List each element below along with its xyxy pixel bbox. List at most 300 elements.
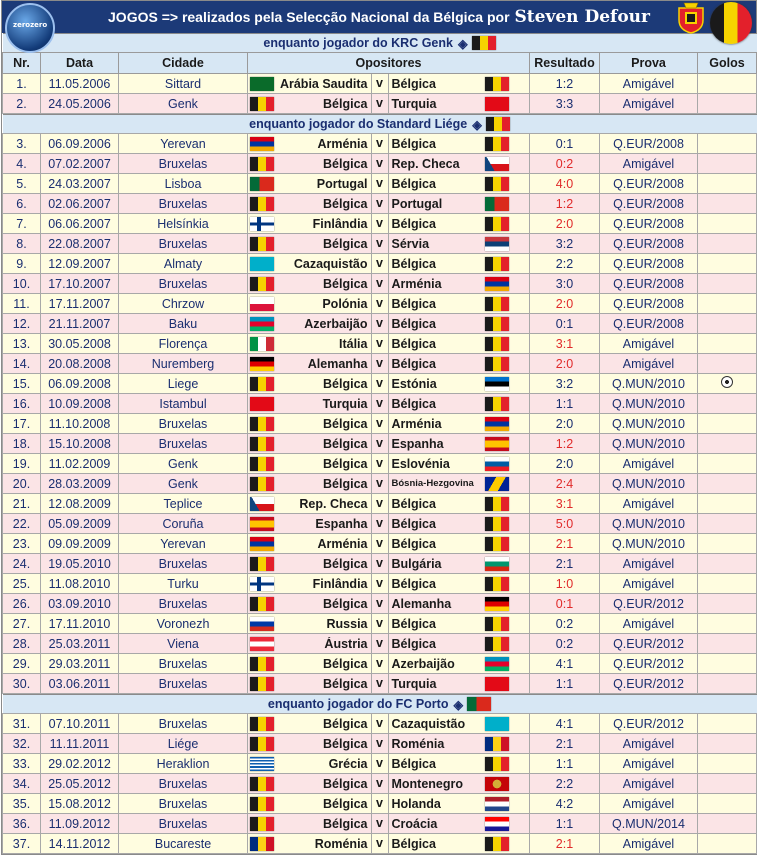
- cell-competition: Amigável: [600, 154, 698, 174]
- cell-nr: 18.: [3, 434, 41, 454]
- away-flag-icon: [485, 737, 509, 751]
- cell-competition: Amigável: [600, 554, 698, 574]
- cell-goals: [698, 194, 757, 214]
- cell-competition: Q.MUN/2010: [600, 414, 698, 434]
- cell-competition: Q.EUR/2008: [600, 314, 698, 334]
- table-row: [3, 514, 757, 534]
- home-team: Bélgica: [323, 416, 368, 431]
- cell-nr: 27.: [3, 614, 41, 634]
- home-team: Bélgica: [323, 596, 368, 611]
- column-header-row: [3, 53, 757, 74]
- table-row: [3, 614, 757, 634]
- table-row: [3, 374, 757, 394]
- home-flag-icon: [250, 537, 274, 551]
- cell-city: Bruxelas: [119, 554, 248, 574]
- versus-label: v: [371, 394, 389, 413]
- home-team: Bélgica: [323, 96, 368, 111]
- home-flag-icon: [250, 777, 274, 791]
- cell-nr: 10.: [3, 274, 41, 294]
- home-flag-icon: [250, 457, 274, 471]
- cell-goals: [698, 414, 757, 434]
- belgium-flag-icon: [710, 2, 752, 44]
- cell-date: 07.10.2011: [41, 714, 119, 734]
- home-flag-icon: [250, 317, 274, 331]
- away-flag-icon: [485, 417, 509, 431]
- home-team: Bélgica: [323, 676, 368, 691]
- cell-date: 29.02.2012: [41, 754, 119, 774]
- cell-result: 1:1: [530, 674, 600, 694]
- cell-date: 20.08.2008: [41, 354, 119, 374]
- cell-city: Liege: [119, 374, 248, 394]
- section-header-2: enquanto jogador do FC Porto ◈: [3, 694, 757, 713]
- cell-date: 03.09.2010: [41, 594, 119, 614]
- cell-date: 12.09.2007: [41, 254, 119, 274]
- away-team: Bélgica: [391, 296, 436, 311]
- table-row: [3, 414, 757, 434]
- cell-opponents: [248, 174, 530, 194]
- away-flag-icon: [485, 337, 509, 351]
- versus-label: v: [371, 574, 389, 593]
- col-date: Data: [41, 53, 119, 74]
- table-row: [3, 454, 757, 474]
- football-icon: [721, 376, 733, 388]
- player-name: Steven Defour: [514, 7, 650, 27]
- cell-competition: Q.MUN/2010: [600, 514, 698, 534]
- cell-competition: Q.MUN/2014: [600, 814, 698, 834]
- home-team: Bélgica: [323, 556, 368, 571]
- versus-label: v: [371, 134, 389, 153]
- cell-city: Yerevan: [119, 134, 248, 154]
- table-row: [3, 774, 757, 794]
- cell-date: 11.11.2011: [41, 734, 119, 754]
- section-flag-icon: [486, 117, 510, 131]
- cell-city: Baku: [119, 314, 248, 334]
- home-flag-icon: [250, 617, 274, 631]
- cell-goals: [698, 734, 757, 754]
- cell-result: 3:1: [530, 334, 600, 354]
- home-team: Bélgica: [323, 276, 368, 291]
- cell-result: 2:1: [530, 734, 600, 754]
- cell-result: 2:4: [530, 474, 600, 494]
- cell-date: 03.06.2011: [41, 674, 119, 694]
- cell-opponents: [248, 394, 530, 414]
- table-row: [3, 394, 757, 414]
- cell-result: 1:1: [530, 814, 600, 834]
- away-team: Sérvia: [391, 236, 430, 251]
- cell-competition: Amigável: [600, 334, 698, 354]
- belgian-fa-crest-icon: [676, 2, 706, 34]
- away-team: Bélgica: [391, 336, 436, 351]
- versus-label: v: [371, 254, 389, 273]
- cell-result: 2:0: [530, 414, 600, 434]
- table-row: [3, 294, 757, 314]
- cell-goals: [698, 654, 757, 674]
- versus-label: v: [371, 834, 389, 853]
- cell-nr: 36.: [3, 814, 41, 834]
- table-row: [3, 94, 757, 114]
- home-flag-icon: [250, 837, 274, 851]
- cell-date: 25.05.2012: [41, 774, 119, 794]
- cell-date: 06.06.2007: [41, 214, 119, 234]
- cell-opponents: [248, 614, 530, 634]
- away-flag-icon: [485, 777, 509, 791]
- cell-date: 11.05.2006: [41, 74, 119, 94]
- home-flag-icon: [250, 357, 274, 371]
- cell-nr: 14.: [3, 354, 41, 374]
- home-flag-icon: [250, 237, 274, 251]
- cell-opponents: [248, 214, 530, 234]
- cell-goals: [698, 574, 757, 594]
- cell-goals: [698, 514, 757, 534]
- cell-result: 1:2: [530, 74, 600, 94]
- home-team: Bélgica: [323, 156, 368, 171]
- cell-competition: Q.EUR/2008: [600, 214, 698, 234]
- table-row: [3, 354, 757, 374]
- home-team: Rep. Checa: [299, 496, 368, 511]
- logo-text: zerozero: [13, 21, 48, 29]
- home-team: Bélgica: [323, 656, 368, 671]
- cell-goals: [698, 774, 757, 794]
- home-flag-icon: [250, 97, 274, 111]
- home-team: Arménia: [317, 136, 368, 151]
- cell-competition: Q.MUN/2010: [600, 434, 698, 454]
- versus-label: v: [371, 354, 389, 373]
- cell-goals: [698, 534, 757, 554]
- cell-date: 22.08.2007: [41, 234, 119, 254]
- cell-goals: [698, 494, 757, 514]
- away-flag-icon: [485, 677, 509, 691]
- cell-city: Bucareste: [119, 834, 248, 854]
- table-row: [3, 634, 757, 654]
- home-flag-icon: [250, 657, 274, 671]
- away-team: Bélgica: [391, 516, 436, 531]
- cell-goals: [698, 334, 757, 354]
- cell-result: 1:2: [530, 434, 600, 454]
- cell-nr: 9.: [3, 254, 41, 274]
- away-flag-icon: [485, 657, 509, 671]
- cell-goals: [698, 814, 757, 834]
- cell-date: 07.02.2007: [41, 154, 119, 174]
- globe-logo-icon: [5, 3, 55, 53]
- versus-label: v: [371, 554, 389, 573]
- away-flag-icon: [485, 397, 509, 411]
- cell-goals: [698, 294, 757, 314]
- versus-label: v: [371, 414, 389, 433]
- home-team: Polónia: [322, 296, 368, 311]
- cell-city: Voronezh: [119, 614, 248, 634]
- cell-result: 0:2: [530, 634, 600, 654]
- cell-nr: 30.: [3, 674, 41, 694]
- home-team: Grécia: [328, 756, 368, 771]
- table-row: [3, 674, 757, 694]
- away-flag-icon: [485, 157, 509, 171]
- cell-nr: 8.: [3, 234, 41, 254]
- cell-goals: [698, 434, 757, 454]
- cell-goals: [698, 634, 757, 654]
- home-team: Bélgica: [323, 816, 368, 831]
- cell-city: Istambul: [119, 394, 248, 414]
- away-flag-icon: [485, 637, 509, 651]
- cell-date: 21.11.2007: [41, 314, 119, 334]
- home-flag-icon: [250, 337, 274, 351]
- cell-date: 15.10.2008: [41, 434, 119, 454]
- versus-label: v: [371, 734, 389, 753]
- cell-date: 24.05.2006: [41, 94, 119, 114]
- table-row: [3, 314, 757, 334]
- cell-city: Florença: [119, 334, 248, 354]
- away-team: Roménia: [391, 736, 445, 751]
- cell-city: Bruxelas: [119, 274, 248, 294]
- cell-goals: [698, 354, 757, 374]
- cell-date: 25.03.2011: [41, 634, 119, 654]
- cell-city: Bruxelas: [119, 194, 248, 214]
- cell-result: 2:2: [530, 774, 600, 794]
- cell-city: Bruxelas: [119, 794, 248, 814]
- away-flag-icon: [485, 577, 509, 591]
- cell-city: Yerevan: [119, 534, 248, 554]
- home-flag-icon: [250, 797, 274, 811]
- cell-opponents: [248, 94, 530, 114]
- table-row: [3, 834, 757, 854]
- versus-label: v: [371, 814, 389, 833]
- cell-date: 30.05.2008: [41, 334, 119, 354]
- away-flag-icon: [485, 237, 509, 251]
- table-row: [3, 534, 757, 554]
- home-flag-icon: [250, 157, 274, 171]
- cell-date: 06.09.2008: [41, 374, 119, 394]
- cell-result: 1:0: [530, 574, 600, 594]
- cell-date: 11.10.2008: [41, 414, 119, 434]
- cell-opponents: [248, 434, 530, 454]
- cell-competition: Q.MUN/2010: [600, 374, 698, 394]
- away-team: Bélgica: [391, 316, 436, 331]
- home-team: Russia: [326, 616, 368, 631]
- table-row: [3, 154, 757, 174]
- away-team: Bósnia-Hezgovina: [391, 478, 474, 489]
- cell-opponents: [248, 134, 530, 154]
- cell-result: 3:0: [530, 274, 600, 294]
- cell-nr: 20.: [3, 474, 41, 494]
- cell-result: 4:1: [530, 654, 600, 674]
- cell-opponents: [248, 674, 530, 694]
- cell-date: 10.09.2008: [41, 394, 119, 414]
- home-team: Bélgica: [323, 716, 368, 731]
- versus-label: v: [371, 214, 389, 233]
- cell-opponents: [248, 414, 530, 434]
- cell-opponents: [248, 74, 530, 94]
- cell-city: Genk: [119, 454, 248, 474]
- cell-date: 02.06.2007: [41, 194, 119, 214]
- away-team: Bélgica: [391, 496, 436, 511]
- home-team: Áustria: [324, 636, 368, 651]
- home-team: Bélgica: [323, 236, 368, 251]
- cell-opponents: [248, 554, 530, 574]
- cell-city: Viena: [119, 634, 248, 654]
- col-goals: Golos: [698, 53, 757, 74]
- cell-opponents: [248, 514, 530, 534]
- cell-goals: [698, 454, 757, 474]
- cell-city: Helsínkia: [119, 214, 248, 234]
- cell-competition: Q.EUR/2012: [600, 714, 698, 734]
- cell-city: Bruxelas: [119, 774, 248, 794]
- home-flag-icon: [250, 737, 274, 751]
- cell-date: 11.08.2010: [41, 574, 119, 594]
- table-row: [3, 434, 757, 454]
- home-flag-icon: [250, 397, 274, 411]
- cell-opponents: [248, 274, 530, 294]
- cell-goals: [698, 94, 757, 114]
- away-flag-icon: [485, 837, 509, 851]
- away-team: Bélgica: [391, 136, 436, 151]
- cell-opponents: [248, 454, 530, 474]
- cell-competition: Amigável: [600, 454, 698, 474]
- away-team: Azerbaijão: [391, 656, 455, 671]
- cell-competition: Q.EUR/2008: [600, 194, 698, 214]
- cell-opponents: [248, 814, 530, 834]
- cell-date: 28.03.2009: [41, 474, 119, 494]
- cell-opponents: [248, 774, 530, 794]
- away-flag-icon: [485, 557, 509, 571]
- versus-label: v: [371, 174, 389, 193]
- cell-goals: [698, 794, 757, 814]
- cell-city: Bruxelas: [119, 434, 248, 454]
- home-flag-icon: [250, 757, 274, 771]
- cell-nr: 28.: [3, 634, 41, 654]
- col-opponents: Opositores: [248, 53, 530, 74]
- away-flag-icon: [485, 317, 509, 331]
- away-flag-icon: [485, 177, 509, 191]
- cell-competition: Q.MUN/2010: [600, 474, 698, 494]
- cell-result: 4:0: [530, 174, 600, 194]
- games-body: [3, 74, 757, 854]
- cell-goals: [698, 254, 757, 274]
- away-team: Bélgica: [391, 636, 436, 651]
- away-team: Cazaquistão: [391, 716, 466, 731]
- cell-result: 1:1: [530, 394, 600, 414]
- cell-nr: 26.: [3, 594, 41, 614]
- cell-nr: 3.: [3, 134, 41, 154]
- cell-city: Almaty: [119, 254, 248, 274]
- cell-city: Genk: [119, 474, 248, 494]
- versus-label: v: [371, 714, 389, 733]
- cell-nr: 15.: [3, 374, 41, 394]
- table-row: [3, 734, 757, 754]
- cell-opponents: [248, 574, 530, 594]
- away-flag-icon: [485, 717, 509, 731]
- cell-result: 0:1: [530, 594, 600, 614]
- away-team: Portugal: [391, 196, 443, 211]
- cell-date: 17.11.2007: [41, 294, 119, 314]
- away-team: Rep. Checa: [391, 156, 460, 171]
- cell-date: 05.09.2009: [41, 514, 119, 534]
- cell-competition: Q.EUR/2012: [600, 634, 698, 654]
- title-bar: [2, 1, 756, 33]
- versus-label: v: [371, 234, 389, 253]
- cell-city: Bruxelas: [119, 714, 248, 734]
- table-row: [3, 474, 757, 494]
- cell-competition: Q.EUR/2008: [600, 254, 698, 274]
- cell-nr: 17.: [3, 414, 41, 434]
- cell-result: 5:0: [530, 514, 600, 534]
- home-flag-icon: [250, 817, 274, 831]
- section-flag-icon: [467, 697, 491, 711]
- versus-label: v: [371, 374, 389, 393]
- home-team: Finlândia: [312, 576, 368, 591]
- home-team: Cazaquistão: [293, 256, 368, 271]
- cell-result: 3:3: [530, 94, 600, 114]
- cell-city: Sittard: [119, 74, 248, 94]
- away-team: Bélgica: [391, 536, 436, 551]
- cell-city: Bruxelas: [119, 654, 248, 674]
- home-team: Azerbaijão: [304, 316, 368, 331]
- home-team: Turquia: [322, 396, 368, 411]
- cell-competition: Amigável: [600, 834, 698, 854]
- cell-nr: 29.: [3, 654, 41, 674]
- cell-date: 11.09.2012: [41, 814, 119, 834]
- krc-genk-badge-icon: ◈: [457, 36, 468, 51]
- cell-opponents: [248, 634, 530, 654]
- table-row: [3, 654, 757, 674]
- section-header-0: enquanto jogador do KRC Genk ◈: [3, 33, 757, 52]
- away-flag-icon: [485, 597, 509, 611]
- versus-label: v: [371, 474, 389, 493]
- table-row: [3, 574, 757, 594]
- cell-goals: [698, 834, 757, 854]
- home-flag-icon: [250, 437, 274, 451]
- cell-competition: Amigável: [600, 494, 698, 514]
- cell-goals: [698, 374, 757, 394]
- away-team: Bélgica: [391, 176, 436, 191]
- cell-date: 17.11.2010: [41, 614, 119, 634]
- away-team: Bélgica: [391, 256, 436, 271]
- table-row: [3, 714, 757, 734]
- home-team: Finlândia: [312, 216, 368, 231]
- away-team: Arménia: [391, 416, 442, 431]
- away-team: Estónia: [391, 376, 437, 391]
- table-row: [3, 554, 757, 574]
- cell-city: Lisboa: [119, 174, 248, 194]
- cell-date: 29.03.2011: [41, 654, 119, 674]
- cell-nr: 11.: [3, 294, 41, 314]
- cell-city: Liége: [119, 734, 248, 754]
- home-team: Bélgica: [323, 476, 368, 491]
- cell-competition: Q.EUR/2008: [600, 294, 698, 314]
- away-flag-icon: [485, 437, 509, 451]
- cell-date: 06.09.2006: [41, 134, 119, 154]
- versus-label: v: [371, 614, 389, 633]
- cell-goals: [698, 174, 757, 194]
- cell-date: 09.09.2009: [41, 534, 119, 554]
- versus-label: v: [371, 634, 389, 653]
- cell-competition: Q.EUR/2012: [600, 594, 698, 614]
- cell-nr: 1.: [3, 74, 41, 94]
- cell-nr: 25.: [3, 574, 41, 594]
- cell-goals: [698, 474, 757, 494]
- home-team: Arménia: [317, 536, 368, 551]
- away-team: Bélgica: [391, 396, 436, 411]
- cell-competition: Amigável: [600, 774, 698, 794]
- cell-opponents: [248, 234, 530, 254]
- cell-result: 0:2: [530, 154, 600, 174]
- cell-opponents: [248, 594, 530, 614]
- home-team: Bélgica: [323, 456, 368, 471]
- away-flag-icon: [485, 377, 509, 391]
- home-flag-icon: [250, 417, 274, 431]
- cell-competition: Q.EUR/2008: [600, 134, 698, 154]
- cell-result: 2:0: [530, 354, 600, 374]
- home-flag-icon: [250, 137, 274, 151]
- away-team: Turquia: [391, 96, 437, 111]
